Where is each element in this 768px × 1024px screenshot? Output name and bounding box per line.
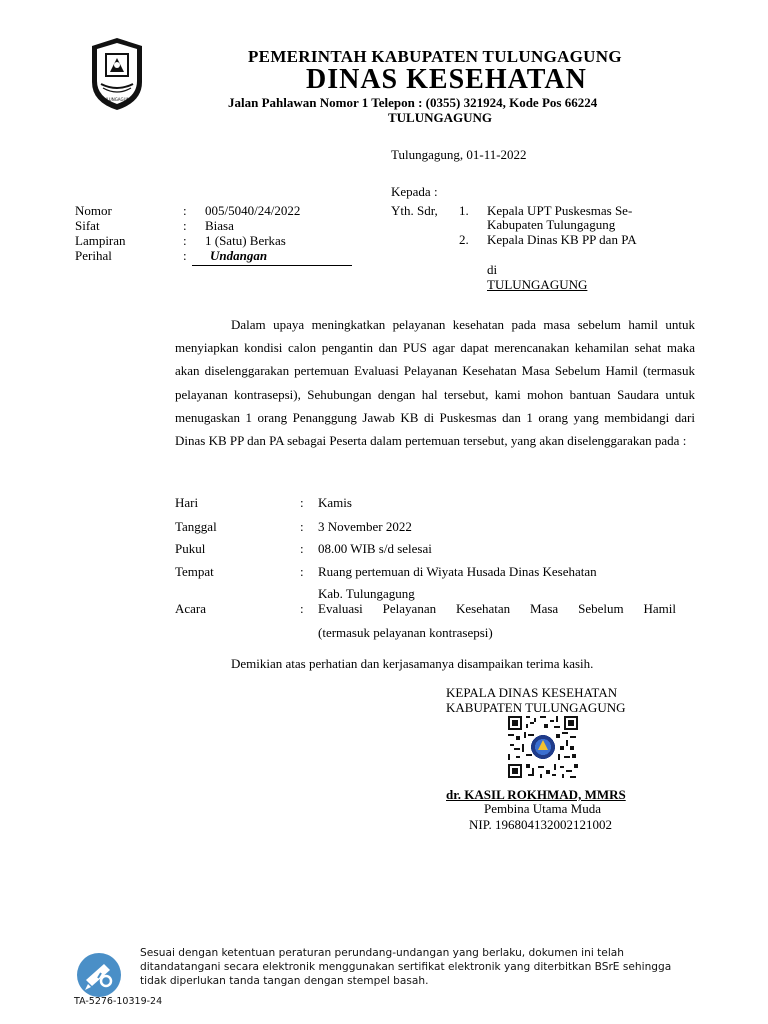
schedule-label-hari: Hari — [175, 495, 199, 510]
signature-qr-code — [508, 716, 578, 778]
letter-date: Tulungagung, 01-11-2022 — [391, 147, 527, 162]
meta-label-lampiran: Lampiran — [75, 233, 126, 248]
schedule-sep: : — [300, 495, 304, 510]
recipient-1-line2: Kabupaten Tulungagung — [487, 217, 616, 232]
signatory-name: dr. KASIL ROKHMAD, MMRS — [446, 787, 626, 802]
kepada-label: Kepada : — [391, 184, 438, 199]
signatory-title-1: KEPALA DINAS KESEHATAN — [446, 685, 618, 700]
letterhead-city: TULUNGAGUNG — [388, 110, 493, 125]
meta-sep: : — [183, 233, 187, 248]
schedule-value-tanggal: 3 November 2022 — [318, 519, 412, 534]
schedule-label-tanggal: Tanggal — [175, 519, 217, 534]
schedule-value-hari: Kamis — [318, 495, 352, 510]
schedule-label-tempat: Tempat — [175, 564, 214, 579]
footer-line-2: ditandatangani secara elektronik menggunakan sertifikat elektronik yang diterbitkan BSrE sehingga — [140, 961, 672, 973]
letterhead-government: PEMERINTAH KABUPATEN TULUNGAGUNG — [248, 47, 622, 66]
meta-sep: : — [183, 218, 187, 233]
schedule-value-tempat: Ruang pertemuan di Wiyata Husada Dinas Kesehatan — [318, 564, 597, 579]
di-label: di — [487, 262, 498, 277]
schedule-value-acara: Evaluasi Pelayanan Kesehatan Masa Sebelum Hamil — [318, 601, 676, 616]
meta-sep: : — [183, 248, 187, 263]
closing-sentence: Demikian atas perhatian dan kerjasamanya disampaikan terima kasih. — [231, 656, 594, 671]
meta-label-nomor: Nomor — [75, 203, 112, 218]
recipient-2-number: 2. — [459, 232, 469, 247]
schedule-value-acara-line2: (termasuk pelayanan kontrasepsi) — [318, 625, 493, 640]
meta-label-perihal: Perihal — [75, 248, 112, 263]
recipient-1-line1: Kepala UPT Puskesmas Se- — [487, 203, 633, 218]
recipient-2-line1: Kepala Dinas KB PP dan PA — [487, 232, 637, 247]
meta-value-lampiran: 1 (Satu) Berkas — [205, 233, 286, 248]
logo-text: TULUNGAGUNG — [101, 97, 133, 102]
yth-label: Yth. Sdr, — [391, 203, 438, 218]
schedule-sep: : — [300, 541, 304, 556]
meta-value-perihal: Undangan — [210, 248, 268, 263]
schedule-sep: : — [300, 601, 304, 616]
schedule-value-tempat-line2: Kab. Tulungagung — [318, 586, 415, 601]
letterhead-address: Jalan Pahlawan Nomor 1 Telepon : (0355) 321924, Kode Pos 66224 — [228, 95, 598, 110]
signatory-rank: Pembina Utama Muda — [484, 801, 601, 816]
footer-line-1: Sesuai dengan ketentuan peraturan perundang-undangan yang berlaku, dokumen ini telah — [140, 947, 624, 959]
schedule-sep: : — [300, 564, 304, 579]
schedule-sep: : — [300, 519, 304, 534]
document-code: TA-5276-10319-24 — [74, 996, 163, 1007]
schedule-value-pukul: 08.00 WIB s/d selesai — [318, 541, 432, 556]
letterhead-agency: DINAS KESEHATAN — [306, 64, 587, 95]
meta-value-nomor: 005/5040/24/2022 — [205, 203, 301, 218]
footer-line-3: tidak diperlukan tanda tangan dengan stempel basah. — [140, 975, 429, 987]
regency-emblem-logo — [88, 36, 146, 112]
meta-label-sifat: Sifat — [75, 218, 100, 233]
perihal-underline — [192, 265, 352, 266]
schedule-label-acara: Acara — [175, 601, 207, 616]
body-paragraph: Dalam upaya meningkatkan pelayanan kesehatan pada masa sebelum hamil untuk menyiapkan kondisi calon pengantin dan PUS agar dapat merencanakan kehamilan sehat maka akan diselenggarakan pertemuan Evaluasi Pelayanan Kesehatan Masa Sebelum Hamil (termasuk pelayanan kontrasepsi), Sehubungan dengan hal tersebut, kami mohon bantuan Saudara untuk menugaskan 1 orang Penanggung Jawab KB di Puskesmas dan 1 orang yang membidangi dari Dinas KB PP dan PA sebagai Peserta dalam pertemuan tersebut, yang akan diselenggarakan pada : — [175, 317, 695, 449]
meta-sep: : — [183, 203, 187, 218]
recipient-city: TULUNGAGUNG — [487, 277, 588, 292]
schedule-label-pukul: Pukul — [175, 541, 206, 556]
signatory-nip: NIP. 196804132002121002 — [469, 817, 613, 832]
meta-value-sifat: Biasa — [205, 218, 234, 233]
recipient-1-number: 1. — [459, 203, 469, 218]
bsre-pen-icon — [74, 950, 124, 1000]
signatory-title-2: KABUPATEN TULUNGAGUNG — [446, 700, 626, 715]
